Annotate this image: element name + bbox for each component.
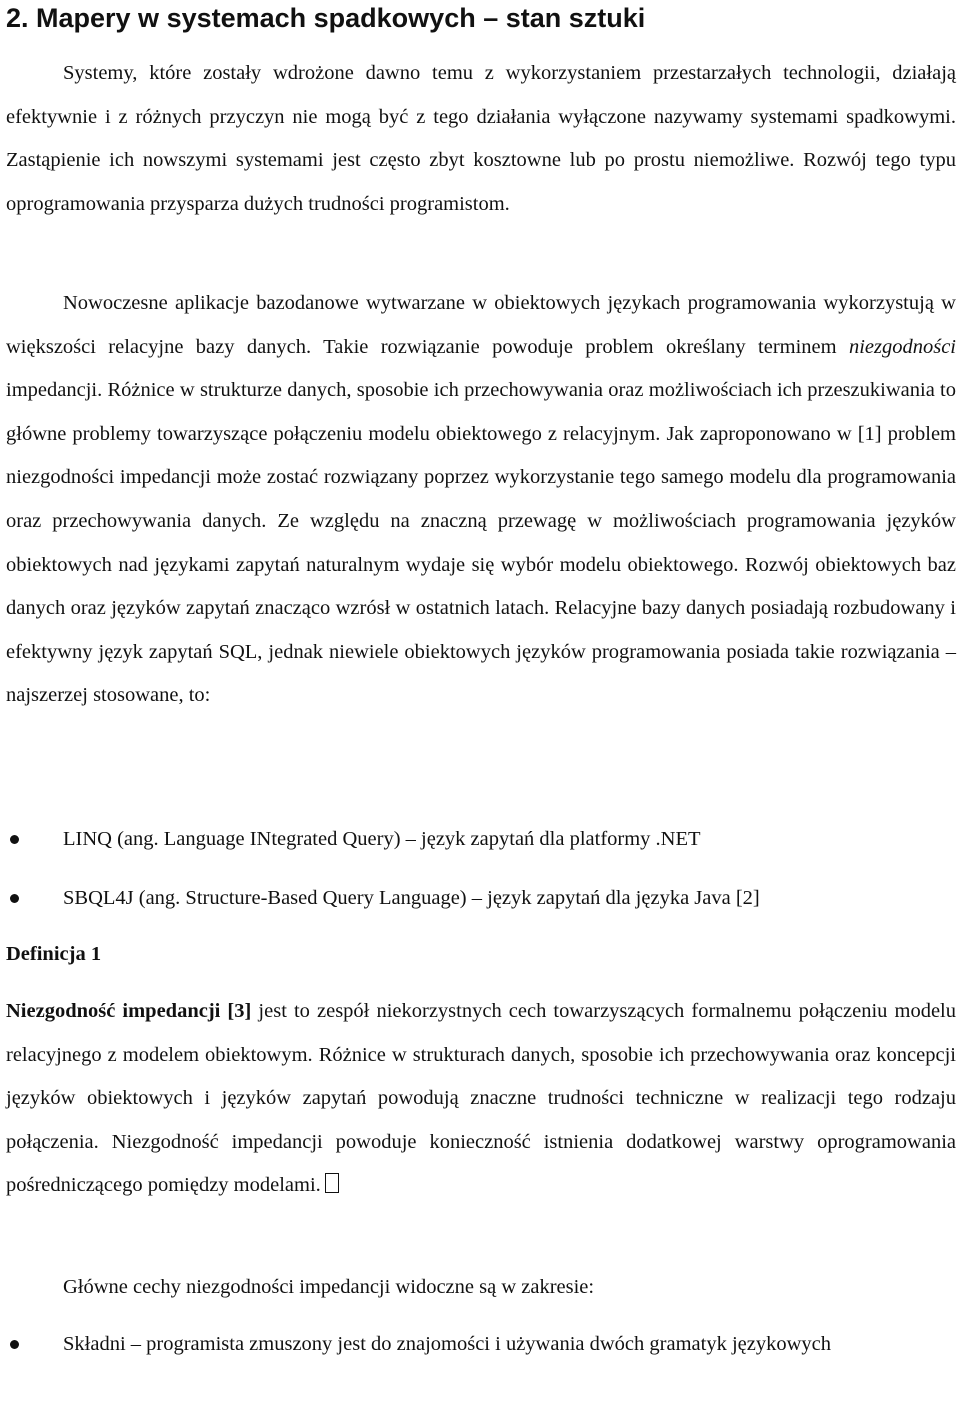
paragraph-text-part: impedancji. Różnice w strukturze danych, sposobie ich przechowywania oraz możliwościach ich przeszukiwania to główne problemy towarzyszące połączeniu modelu obiektowego z relacyjnym. Jak zaproponowano w [1] problem niezgodności impedancji może zostać rozwiązany poprzez wykorzystanie tego samego modelu dla programowania oraz przechowywania danych. Ze względu na znaczną przewagę w możliwościach programowania języków obiektowych nad językami zapytań naturalnym wydaje się wybór modelu obiektowego. Rozwój obiektowych baz danych oraz języków zapytań znacząco wzrósł w ostatnich latach. Relacyjne bazy danych posiadają rozbudowany i efektywny język zapytań SQL, jednak niewiele obiektowych języków programowania posiada takie rozwiązania – najszerzej stosowane, to:	[6, 379, 956, 707]
list-item	[6, 1323, 956, 1367]
bullet-icon	[10, 835, 19, 844]
section-heading: 2. Mapery w systemach spadkowych – stan sztuki	[6, 3, 646, 33]
list-item-text: LINQ (ang. Language INtegrated Query) – język zapytań dla platformy .NET	[63, 828, 701, 850]
definition-text: jest to zespół niekorzystnych cech towarzyszących formalnemu połączeniu modelu relacyjnego z modelem obiektowym. Różnice w strukturach danych, sposobie ich przechowywania oraz koncepcji języków obiektowych i języków zapytań powodują znaczne trudności techniczne w realizacji tego rodzaju połączenia. Niezgodność impedancji powoduje konieczność istnienia dodatkowej warstwy oprogramowania pośredniczącego pomiędzy modelami.	[6, 1000, 956, 1197]
list-item-text: SBQL4J (ang. Structure-Based Query Language) – język zapytań dla języka Java [2]	[63, 887, 760, 909]
end-of-definition-icon	[325, 1173, 339, 1193]
list-item	[6, 877, 956, 921]
paragraph-text-part: Nowoczesne aplikacje bazodanowe wytwarzane w obiektowych językach programowania wykorzystują w większości relacyjne bazy danych. Takie rozwiązanie powoduje problem określany terminem	[6, 292, 956, 358]
definition-paragraph	[6, 990, 956, 1208]
bullet-icon	[10, 894, 19, 903]
paragraph-impedance-mismatch	[6, 282, 956, 718]
paragraph-main-features: Główne cechy niezgodności impedancji widoczne są w zakresie:	[63, 1276, 595, 1298]
definition-term: Niezgodność impedancji [3]	[6, 1000, 252, 1022]
paragraph-legacy-systems: Systemy, które zostały wdrożone dawno temu z wykorzystaniem przestarzałych technologii, działają efektywnie i z różnych przyczyn nie mogą być z tego działania wyłączone nazywamy systemami spadkowymi. Zastąpienie ich nowszymi systemami jest często zbyt kosztowne lub po prostu niemożliwe. Rozwój tego typu oprogramowania przysparza dużych trudności programistom.	[6, 62, 956, 215]
emphasized-term: niezgodności	[848, 335, 956, 358]
list-item	[6, 818, 956, 862]
definition-label: Definicja 1	[6, 943, 102, 965]
bullet-icon	[10, 1340, 19, 1349]
list-item-text: Składni – programista zmuszony jest do znajomości i używania dwóch gramatyk językowych	[63, 1333, 831, 1355]
